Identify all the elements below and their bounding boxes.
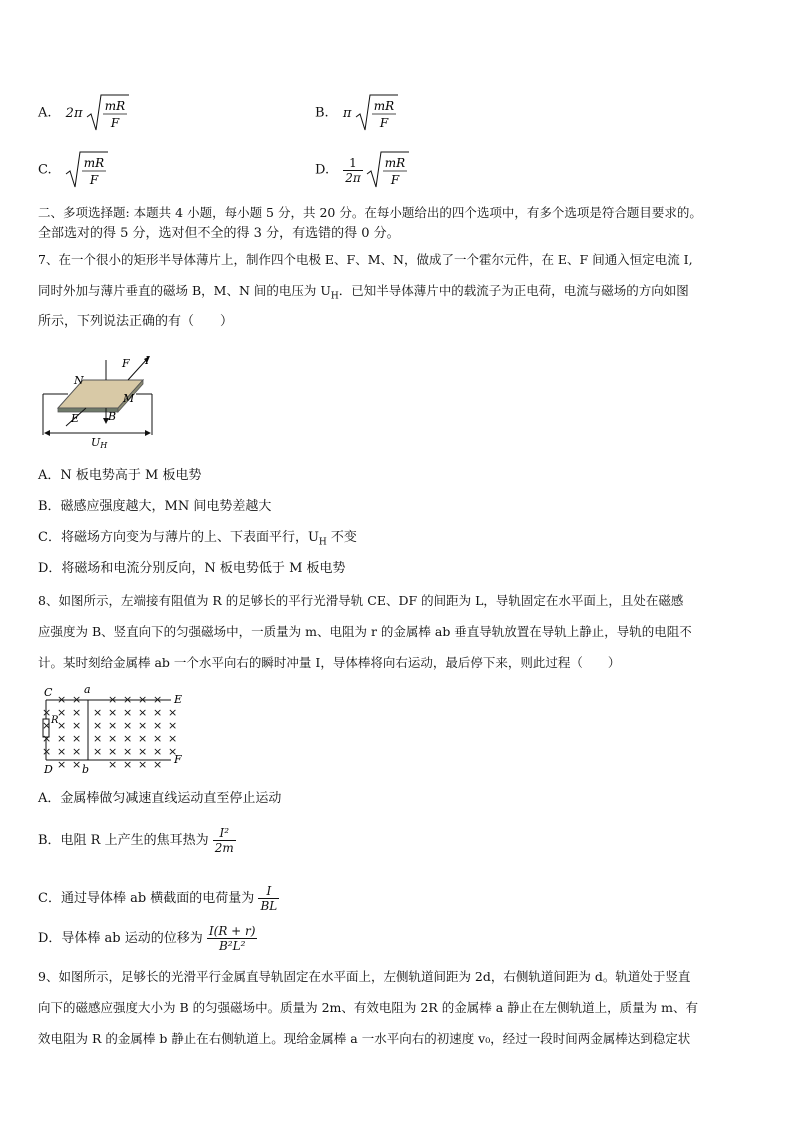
fraction-numerator: 1	[343, 156, 363, 171]
hall-element-figure	[38, 350, 163, 450]
q8-stem-line2: 应强度为 B、竖直向下的匀强磁场中，一质量为 m、电阻为 r 的金属棒 ab 垂直导轨放置在导轨上静止，导轨的电阻不	[38, 624, 692, 639]
label-b: b	[82, 763, 90, 776]
q8-stem-line3: 计。某时刻给金属棒 ab 一个水平向右的瞬时冲量 I，导体棒将向右运动，最后停下来，则此过程（ ）	[38, 655, 621, 670]
fraction-denominator: 2π	[345, 170, 361, 185]
label-r: R	[51, 715, 59, 726]
field-cross-mark: ×	[153, 719, 163, 732]
text-run: 不变	[326, 530, 357, 545]
field-cross-mark: ×	[72, 719, 82, 732]
field-cross-mark: ×	[138, 745, 148, 758]
coefficient-fraction	[343, 156, 363, 185]
section-heading-line2: 全部选对的得 5 分，选对但不全的得 3 分，有选错的得 0 分。	[38, 226, 400, 241]
field-cross-mark: ×	[108, 706, 118, 719]
sqrt-fraction	[367, 150, 409, 190]
field-cross-mark: ×	[72, 693, 82, 706]
subscript: H	[330, 291, 339, 302]
q7-stem-line1: 7、在一个很小的矩形半导体薄片上，制作四个电极 E、F、M、N，做成了一个霍尔元件，在 E、F 间通入恒定电流 I,	[38, 252, 693, 267]
field-cross-mark: ×	[57, 758, 67, 771]
text-run: B．电阻 R 上产生的焦耳热为	[38, 833, 209, 848]
fraction-denominator: 2m	[214, 841, 234, 855]
q6-option-c	[38, 150, 108, 190]
q7-option-b: B．磁感应强度越大，MN 间电势差越大	[38, 499, 272, 514]
fraction-numerator: I(R + r)	[208, 924, 256, 938]
q7-stem-line3: 所示，下列说法正确的有（ ）	[38, 314, 234, 329]
q9-stem-line2: 向下的磁感应强度大小为 B 的匀强磁场中。质量为 2m、有效电阻为 2R 的金属棒 a 静止在左侧轨道上，质量为 m、有	[38, 1000, 698, 1015]
field-cross-mark: ×	[57, 732, 67, 745]
field-cross-mark: ×	[153, 758, 163, 771]
label-c: C	[44, 686, 53, 699]
sqrt-fraction	[66, 150, 108, 190]
field-cross-mark: ×	[168, 706, 178, 719]
section-heading-line1: 二、多项选择题: 本题共 4 小题，每小题 5 分，共 20 分。在每小题给出的四个选项中，有多个选项是符合题目要求的。	[38, 205, 702, 220]
fraction	[207, 924, 258, 953]
radicand-numerator: mR	[83, 156, 104, 170]
field-cross-mark: ×	[108, 745, 118, 758]
fraction	[213, 826, 236, 855]
label-f: F	[174, 753, 182, 766]
q9-stem-line1: 9、如图所示，足够长的光滑平行金属直导轨固定在水平面上，左侧轨道间距为 2d，右侧轨道间距为 d。轨道处于竖直	[38, 969, 691, 984]
q6-option-b	[315, 93, 398, 133]
field-cross-mark: ×	[57, 745, 67, 758]
fraction-denominator: BL	[260, 899, 278, 913]
q8-option-a: A．金属棒做匀减速直线运动直至停止运动	[38, 791, 282, 806]
label-a: a	[84, 683, 91, 696]
label-b: B	[108, 410, 117, 423]
radicand-numerator: mR	[104, 99, 125, 113]
label-m: M	[123, 392, 135, 405]
field-cross-mark: ×	[42, 706, 52, 719]
field-cross-mark: ×	[108, 719, 118, 732]
q8-option-c	[38, 884, 279, 913]
field-cross-mark: ×	[153, 745, 163, 758]
fraction	[258, 884, 279, 913]
radicand-denominator: F	[379, 116, 388, 130]
field-cross-mark: ×	[42, 719, 52, 732]
field-cross-mark: ×	[153, 732, 163, 745]
field-cross-mark: ×	[57, 719, 67, 732]
field-cross-mark: ×	[123, 758, 133, 771]
q8-option-b	[38, 826, 236, 855]
label-d: D	[44, 763, 53, 776]
label-e: E	[71, 412, 80, 425]
field-cross-mark: ×	[42, 745, 52, 758]
label-f: F	[122, 357, 130, 370]
field-cross-mark: ×	[168, 745, 178, 758]
label-uh: UH	[91, 436, 108, 450]
text-run: 同时外加与薄片垂直的磁场 B，M、N 间的电压为 U	[38, 283, 331, 298]
field-cross-mark: ×	[138, 732, 148, 745]
q7-option-d: D．将磁场和电流分别反向，N 板电势低于 M 板电势	[38, 561, 346, 576]
fraction-numerator: I²	[213, 826, 236, 841]
q6-option-a	[38, 93, 129, 133]
field-cross-mark: ×	[168, 732, 178, 745]
option-letter: D.	[315, 162, 330, 178]
field-cross-mark: ×	[72, 745, 82, 758]
field-cross-mark: ×	[72, 706, 82, 719]
field-cross-mark: ×	[72, 758, 82, 771]
text-run: D．导体棒 ab 运动的位移为	[38, 931, 203, 946]
q8-option-d	[38, 924, 257, 953]
field-cross-mark: ×	[123, 693, 133, 706]
field-cross-mark: ×	[123, 732, 133, 745]
text-run: ．已知半导体薄片中的载流子为正电荷，电流与磁场的方向如图	[338, 283, 689, 298]
text-run: C．将磁场方向变为与薄片的上、下表面平行，U	[38, 530, 319, 545]
radicand-denominator: F	[89, 173, 98, 187]
option-letter: A.	[38, 105, 52, 121]
field-cross-mark: ×	[123, 719, 133, 732]
field-cross-mark: ×	[72, 732, 82, 745]
rail-circuit-figure	[36, 683, 186, 775]
q7-stem-line2	[38, 282, 689, 306]
label-i: I	[145, 354, 150, 367]
radicand-numerator: mR	[373, 99, 394, 113]
field-cross-mark: ×	[57, 693, 67, 706]
field-cross-mark: ×	[57, 706, 67, 719]
q8-stem-line1: 8、如图所示，左端接有阻值为 R 的足够长的平行光滑导轨 CE、DF 的间距为 L，导轨固定在水平面上，且处在磁感	[38, 593, 684, 608]
label-e: E	[174, 693, 183, 706]
field-cross-mark: ×	[123, 745, 133, 758]
field-cross-mark: ×	[153, 693, 163, 706]
field-cross-mark: ×	[138, 706, 148, 719]
field-cross-mark: ×	[108, 732, 118, 745]
label-n: N	[74, 374, 84, 387]
field-cross-mark: ×	[93, 732, 103, 745]
field-cross-mark: ×	[123, 706, 133, 719]
radicand-denominator: F	[110, 116, 119, 130]
field-cross-mark: ×	[138, 758, 148, 771]
field-cross-mark: ×	[93, 719, 103, 732]
q9-stem-line3: 效电阻为 R 的金属棒 b 静止在右侧轨道上。现给金属棒 a 一水平向右的初速度 v₀，经过一段时间两金属棒达到稳定状	[38, 1031, 691, 1046]
field-cross-mark: ×	[138, 693, 148, 706]
field-cross-mark: ×	[42, 732, 52, 745]
fraction-denominator: B²L²	[218, 939, 246, 953]
field-cross-mark: ×	[93, 745, 103, 758]
coefficient: 2π	[65, 105, 83, 121]
q7-option-a: A．N 板电势高于 M 板电势	[38, 468, 202, 483]
subscript: H	[318, 537, 327, 548]
radicand-denominator: F	[390, 173, 400, 187]
field-cross-mark: ×	[153, 706, 163, 719]
sqrt-fraction	[87, 93, 129, 133]
field-cross-mark: ×	[93, 706, 103, 719]
radicand-numerator: mR	[384, 156, 406, 170]
field-cross-mark: ×	[108, 693, 118, 706]
q7-option-c	[38, 529, 357, 552]
option-letter: C.	[38, 162, 52, 178]
option-letter: B.	[315, 105, 329, 121]
field-cross-mark: ×	[168, 719, 178, 732]
field-cross-mark: ×	[138, 719, 148, 732]
text-run: C．通过导体棒 ab 横截面的电荷量为	[38, 891, 255, 906]
q6-option-d	[315, 150, 409, 190]
coefficient: π	[342, 105, 352, 121]
fraction-numerator: I	[258, 884, 279, 899]
sqrt-fraction	[356, 93, 398, 133]
field-cross-mark: ×	[108, 758, 118, 771]
